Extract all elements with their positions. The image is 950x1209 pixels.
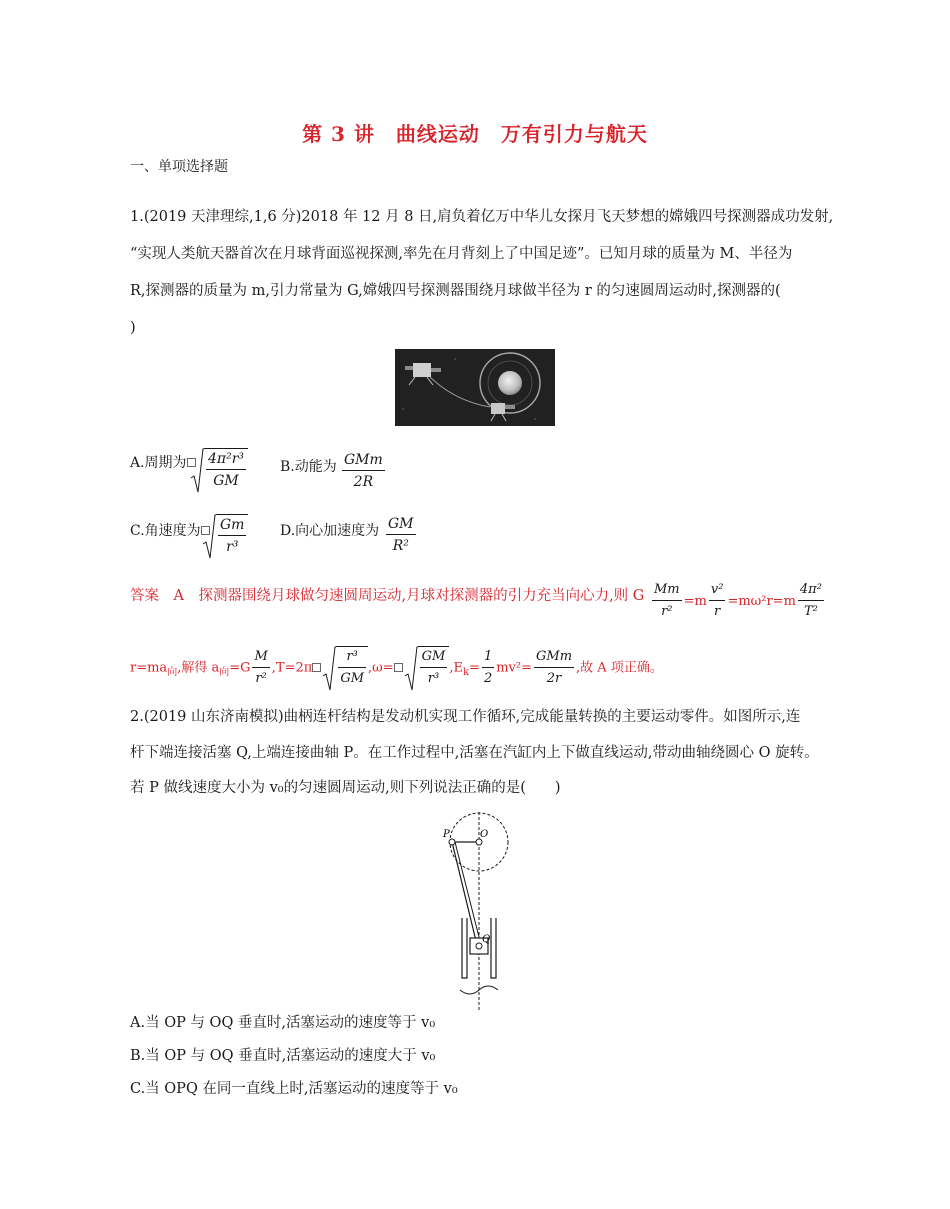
- crank-diagram: [430, 812, 530, 1012]
- answer-sub-xiang-1: 向: [167, 667, 178, 679]
- answer-mv2: mv²=: [496, 660, 533, 676]
- answer-conclusion: ,故 A 项正确。: [576, 660, 663, 676]
- moon-probe-image: [395, 349, 555, 426]
- q1-line4: ): [130, 320, 136, 336]
- label-o: O: [480, 829, 489, 840]
- answer-omega: ,ω=: [368, 660, 394, 676]
- q1-option-b: [280, 456, 337, 476]
- q1-option-d-formula: [384, 514, 418, 557]
- q1-option-c-formula: [202, 514, 248, 558]
- q1-option-c-numerator: Gm: [218, 515, 246, 536]
- q1-option-d-numerator: GM: [386, 514, 416, 535]
- q2-line2: 杆下端连接活塞 Q,上端连接曲轴 P。在工作过程中,活塞在汽缸内上下做直线运动,带动曲轴绕圆心 O 旋转。: [130, 745, 819, 761]
- q1-option-d: [280, 520, 379, 540]
- q1-option-d-denominator: R²: [392, 538, 409, 554]
- q1-option-b-numerator: GMm: [342, 450, 385, 471]
- label-p: P: [443, 829, 450, 840]
- q1-option-a-formula: [190, 448, 248, 492]
- q1-option-a-denominator: GM: [213, 473, 239, 489]
- answer-r-ma: r=ma: [130, 660, 168, 676]
- q1-option-c-denominator: r³: [226, 539, 239, 555]
- q1-option-b-formula: [340, 450, 387, 493]
- q1-option-b-label: B.动能为: [280, 459, 337, 475]
- answer-line2: $r=ma_向$,解得 $a_向=G$ $\frac{M}{\text{r²}}$ ,T=2π $\frac{\text{r³}}{GM}$ ,ω= $\frac{GM}{\text{r³}}$ $,E_k=$ $\frac{1}{2}$ mv²= $\frac{\text{GMm}}{2r}$ ,故 A 项正确。: [130, 646, 663, 690]
- q1-option-a-numerator: 4π²r³: [206, 449, 246, 470]
- q1-option-a: [130, 452, 197, 472]
- answer-ek: ,E: [449, 660, 463, 676]
- answer-period: ,T=2π: [271, 660, 313, 676]
- q1-option-b-denominator: 2R: [353, 474, 374, 490]
- q1-option-c: [130, 520, 211, 540]
- q2-line1: 2.(2019 山东济南模拟)曲柄连杆结构是发动机实现工作循环,完成能量转换的主要运动零件。如图所示,连: [130, 709, 801, 725]
- label-q: Q: [482, 934, 491, 945]
- q2-line3: 若 P 做线速度大小为 v₀的匀速圆周运动,则下列说法正确的是( ): [130, 780, 561, 796]
- q2-option-a: A.当 OP 与 OQ 垂直时,活塞运动的速度等于 v₀: [130, 1015, 436, 1031]
- answer-ek-eq: =: [469, 660, 480, 676]
- q1-line2: “实现人类航天器首次在月球背面巡视探测,率先在月背刻上了中国足迹”。已知月球的质量为 M、半径为: [130, 246, 793, 262]
- q1-line1: 1.(2019 天津理综,1,6 分)2018 年 12 月 8 日,肩负着亿万中华儿女探月飞天梦想的嫦娥四号探测器成功发射,: [130, 209, 834, 225]
- q1-option-c-label: C.角速度为: [130, 523, 201, 539]
- q1-option-a-label: A.周期为: [130, 455, 187, 471]
- q2-option-c: C.当 OPQ 在同一直线上时,活塞运动的速度等于 v₀: [130, 1081, 458, 1097]
- page-title: 第 3 讲 曲线运动 万有引力与航天: [302, 122, 648, 146]
- answer-eq-g: =G: [229, 660, 251, 676]
- q1-line3: R,探测器的质量为 m,引力常量为 G,嫦娥四号探测器围绕月球做半径为 r 的匀速圆周运动时,探测器的(: [130, 283, 781, 299]
- answer-solve: ,解得 a: [177, 660, 220, 676]
- q2-option-b: B.当 OP 与 OQ 垂直时,活塞运动的速度大于 v₀: [130, 1048, 436, 1064]
- q1-option-d-label: D.向心加速度为: [280, 523, 380, 539]
- answer-line1-formula: $\frac{Mm}{\text{r²}}$ =m $\frac{\text{v²}}{r}$ =mω²r=m $\frac{\text{4π²}}{\text{T²}}$: [654, 582, 822, 619]
- answer-line1-text: 答案 A 探测器围绕月球做匀速圆周运动,月球对探测器的引力充当向心力,则 G: [130, 588, 645, 604]
- section-heading: 一、单项选择题: [130, 159, 228, 175]
- answer-sub-xiang-2: 向: [219, 667, 230, 679]
- answer-line1: [130, 584, 644, 605]
- answer-ek-sub: k: [462, 667, 470, 679]
